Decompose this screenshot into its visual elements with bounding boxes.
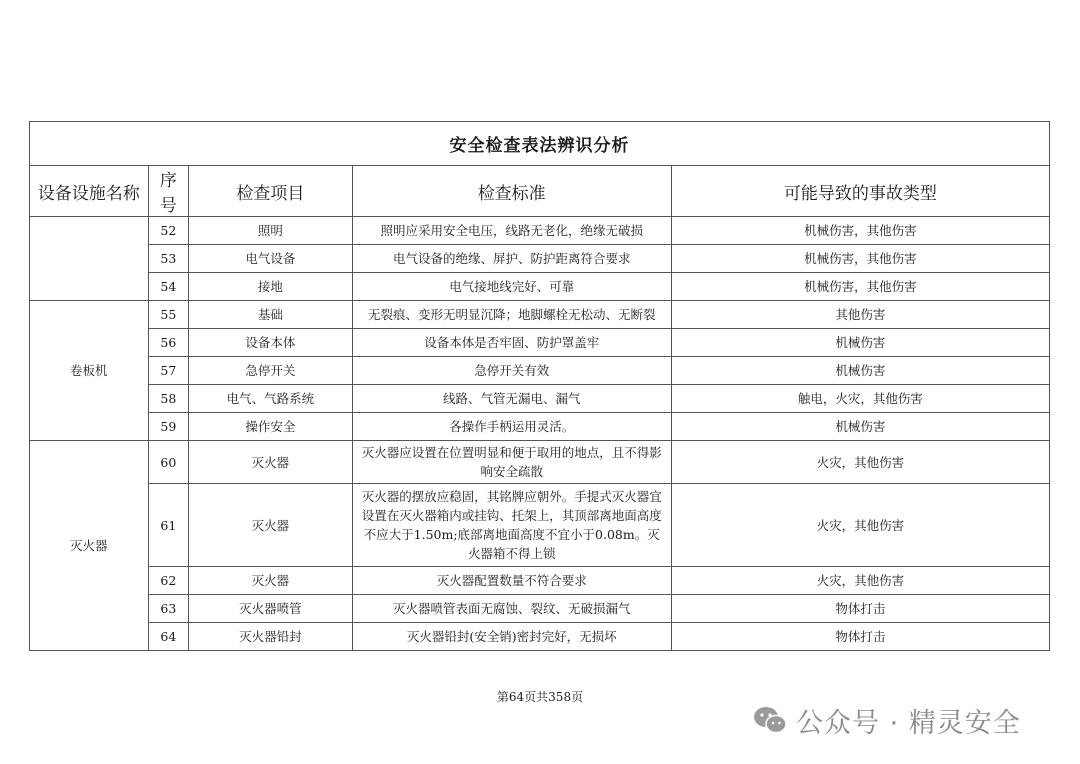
header-check-item: 检查项目 (189, 166, 352, 217)
cell-accident-type: 机械伤害，其他伤害 (671, 217, 1049, 245)
cell-check-standard: 电气设备的绝缘、屏护、防护距离符合要求 (352, 245, 671, 273)
cell-check-item: 灭火器喷管 (189, 595, 352, 623)
cell-accident-type: 火灾，其他伤害 (671, 567, 1049, 595)
table-row (30, 385, 1050, 413)
cell-check-standard: 灭火器配置数量不符合要求 (352, 567, 671, 595)
cell-accident-type: 机械伤害，其他伤害 (671, 245, 1049, 273)
cell-check-item: 急停开关 (189, 357, 352, 385)
cell-check-standard: 设备本体是否牢固、防护罩盖牢 (352, 329, 671, 357)
table-row (30, 329, 1050, 357)
cell-check-item: 操作安全 (189, 413, 352, 441)
cell-accident-type: 物体打击 (671, 595, 1049, 623)
cell-check-standard: 灭火器喷管表面无腐蚀、裂纹、无破损漏气 (352, 595, 671, 623)
cell-seq: 64 (148, 623, 189, 651)
cell-accident-type: 机械伤害，其他伤害 (671, 273, 1049, 301)
cell-seq: 53 (148, 245, 189, 273)
cell-seq: 57 (148, 357, 189, 385)
cell-check-standard: 线路、气管无漏电、漏气 (352, 385, 671, 413)
cell-check-item: 灭火器铅封 (189, 623, 352, 651)
watermark (752, 700, 1021, 740)
cell-seq: 55 (148, 301, 189, 329)
cell-check-standard: 急停开关有效 (352, 357, 671, 385)
cell-equipment-name (30, 217, 149, 301)
cell-accident-type: 机械伤害 (671, 329, 1049, 357)
table-row (30, 441, 1050, 484)
table-row (30, 623, 1050, 651)
cell-accident-type: 机械伤害 (671, 413, 1049, 441)
page-number: 第64页共358页 (496, 690, 584, 704)
cell-equipment-name: 灭火器 (30, 441, 149, 651)
cell-accident-type: 物体打击 (671, 623, 1049, 651)
cell-check-standard: 无裂痕、变形无明显沉降；地脚螺栓无松动、无断裂 (352, 301, 671, 329)
cell-seq: 60 (148, 441, 189, 484)
cell-check-standard: 灭火器铅封(安全销)密封完好，无损坏 (352, 623, 671, 651)
cell-seq: 62 (148, 567, 189, 595)
wechat-icon (752, 705, 788, 735)
table-header-row (30, 166, 1050, 217)
header-check-standard: 检查标准 (352, 166, 671, 217)
header-equipment-name: 设备设施名称 (30, 166, 149, 217)
header-seq: 序号 (148, 166, 189, 217)
cell-check-standard: 照明应采用安全电压，线路无老化，绝缘无破损 (352, 217, 671, 245)
cell-seq: 61 (148, 484, 189, 567)
cell-accident-type: 触电，火灾，其他伤害 (671, 385, 1049, 413)
cell-check-item: 灭火器 (189, 567, 352, 595)
cell-seq: 63 (148, 595, 189, 623)
cell-check-item: 接地 (189, 273, 352, 301)
watermark-text: 公众号 · 精灵安全 (796, 707, 1021, 739)
table-row (30, 357, 1050, 385)
table-row (30, 301, 1050, 329)
table-row (30, 567, 1050, 595)
table-row (30, 217, 1050, 245)
cell-check-item: 灭火器 (189, 441, 352, 484)
table-row (30, 245, 1050, 273)
table-title: 安全检查表法辨识分析 (30, 122, 1050, 166)
cell-check-item: 设备本体 (189, 329, 352, 357)
cell-seq: 56 (148, 329, 189, 357)
table-row (30, 595, 1050, 623)
cell-accident-type: 火灾，其他伤害 (671, 441, 1049, 484)
cell-check-standard: 各操作手柄运用灵活。 (352, 413, 671, 441)
cell-check-standard: 电气接地线完好、可靠 (352, 273, 671, 301)
cell-seq: 52 (148, 217, 189, 245)
cell-check-standard: 灭火器的摆放应稳固，其铭牌应朝外。手提式灭火器宜设置在灭火器箱内或挂钩、托架上，其顶部离地面高度不应大于1.50m;底部离地面高度不宜小于0.08m。灭火器箱不得上锁 (352, 484, 671, 567)
cell-check-item: 电气设备 (189, 245, 352, 273)
cell-check-item: 基础 (189, 301, 352, 329)
cell-accident-type: 其他伤害 (671, 301, 1049, 329)
table-row (30, 484, 1050, 567)
cell-seq: 59 (148, 413, 189, 441)
cell-check-standard: 灭火器应设置在位置明显和便于取用的地点，且不得影响安全疏散 (352, 441, 671, 484)
cell-seq: 58 (148, 385, 189, 413)
cell-equipment-name: 卷板机 (30, 301, 149, 441)
table-row (30, 273, 1050, 301)
cell-check-item: 照明 (189, 217, 352, 245)
table-title-row (30, 122, 1050, 166)
safety-checklist-table (29, 121, 1050, 651)
cell-accident-type: 火灾，其他伤害 (671, 484, 1049, 567)
table-row (30, 413, 1050, 441)
cell-accident-type: 机械伤害 (671, 357, 1049, 385)
cell-seq: 54 (148, 273, 189, 301)
cell-check-item: 电气、气路系统 (189, 385, 352, 413)
header-accident-type: 可能导致的事故类型 (671, 166, 1049, 217)
cell-check-item: 灭火器 (189, 484, 352, 567)
